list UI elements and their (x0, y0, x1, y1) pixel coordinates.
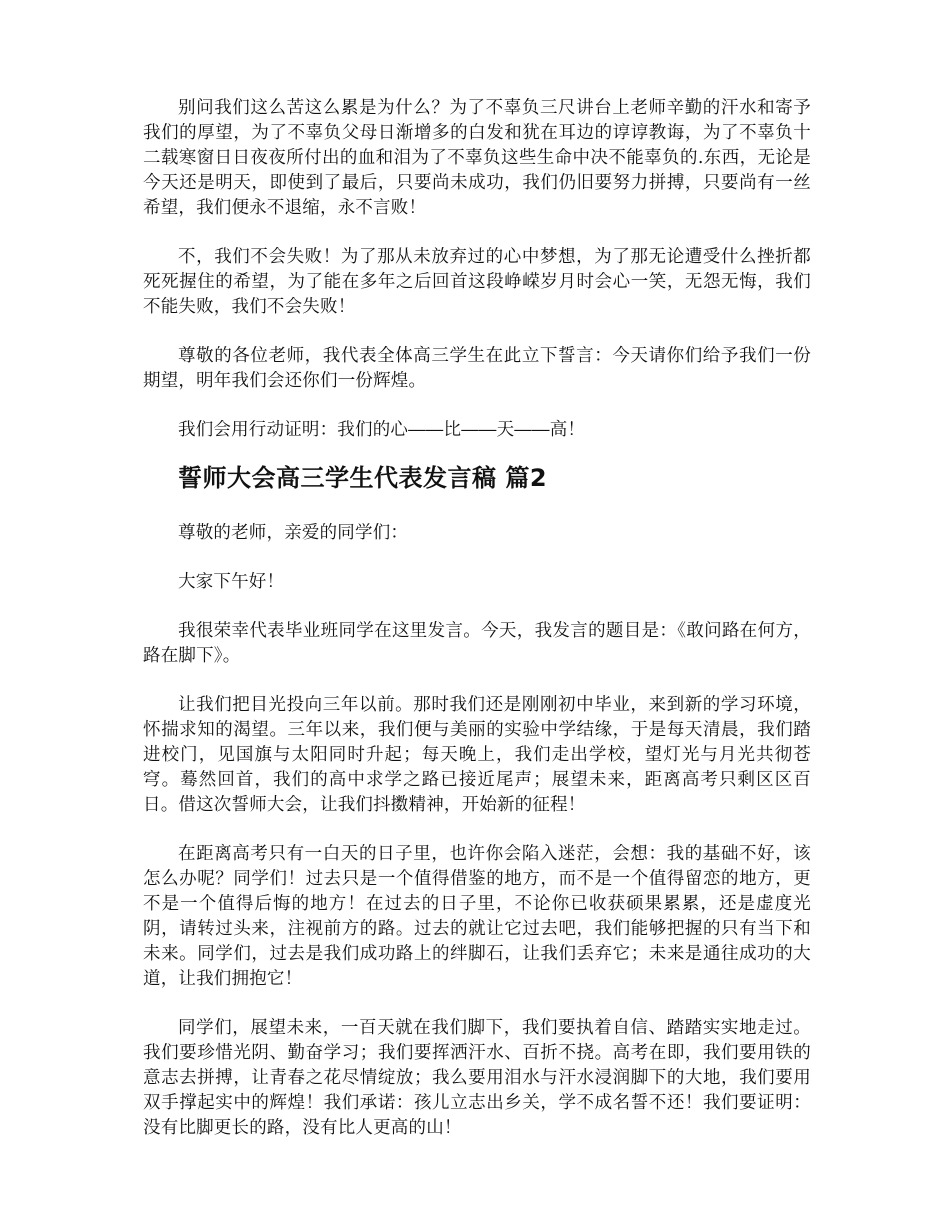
paragraph: 让我们把目光投向三年以前。那时我们还是刚刚初中毕业，来到新的学习环境，怀揣求知的渴望。三年以来，我们便与美丽的实验中学结缘，于是每天清晨，我们踏进校门，见国旗与太阳同时升起；每天晚上，我们走出学校，望灯光与月光共彻苍穹。蓦然回首，我们的高中求学之路已接近尾声；展望未来，距离高考只剩区区百日。借这次誓师大会，让我们抖擞精神，开始新的征程！ (143, 695, 811, 815)
paragraph: 不，我们不会失败！为了那从未放弃过的心中梦想，为了那无论遭受什么挫折都死死握住的希望，为了能在多年之后回首这段峥嵘岁月时会心一笑，无怨无悔，我们不能失败，我们不会失败！ (143, 247, 811, 317)
paragraph: 我们会用行动证明：我们的心――比――天――高！ (178, 420, 586, 440)
paragraph: 别问我们这么苦这么累是为什么？为了不辜负三尺讲台上老师辛勤的汗水和寄予我们的厚望，为了不辜负父母日渐增多的白发和犹在耳边的谆谆教诲，为了不辜负十二载寒窗日日夜夜所付出的血和泪为了不辜负这些生命中决不能辜负的.东西，无论是今天还是明天，即使到了最后，只要尚未成功，我们仍旧要努力拼搏，只要尚有一丝希望，我们便永不退缩，永不言败！ (143, 98, 811, 218)
document-page (143, 96, 811, 1141)
paragraph: 在距离高考只有一白天的日子里，也许你会陷入迷茫，会想：我的基础不好，该怎么办呢？同学们！过去只是一个值得借鉴的地方，而不是一个值得留恋的地方，更不是一个值得后悔的地方！在过去的日子里，不论你已收获硕果累累，还是虚度光阴，请转过头来，注视前方的路。过去的就让它过去吧，我们能够把握的只有当下和未来。同学们，过去是我们成功路上的绊脚石，让我们丢弃它；未来是通往成功的大道，让我们拥抱它！ (143, 844, 811, 989)
greeting-line: 大家下午好！ (178, 572, 285, 592)
greeting-line: 尊敬的老师，亲爱的同学们： (178, 523, 409, 543)
paragraph: 同学们，展望未来，一百天就在我们脚下，我们要执着自信、踏踏实实地走过。我们要珍惜光阴、勤奋学习；我们要挥洒汗水、百折不挠。高考在即，我们要用铁的意志去拼搏，让青春之花尽情绽放；我么要用泪水与汗水浸润脚下的大地，我们要用双手撑起实中的辉煌！我们承诺：孩儿立志出乡关，学不成名誓不还！我们要证明：没有比脚更长的路，没有比人更高的山！ (143, 1018, 811, 1138)
paragraph: 尊敬的各位老师，我代表全体高三学生在此立下誓言：今天请你们给予我们一份期望，明年我们会还你们一份辉煌。 (143, 346, 811, 391)
paragraph: 我很荣幸代表毕业班同学在这里发言。今天，我发言的题目是：《敢问路在何方，路在脚下》。 (143, 621, 811, 666)
section-heading: 誓师大会高三学生代表发言稿 篇2 (178, 464, 548, 492)
